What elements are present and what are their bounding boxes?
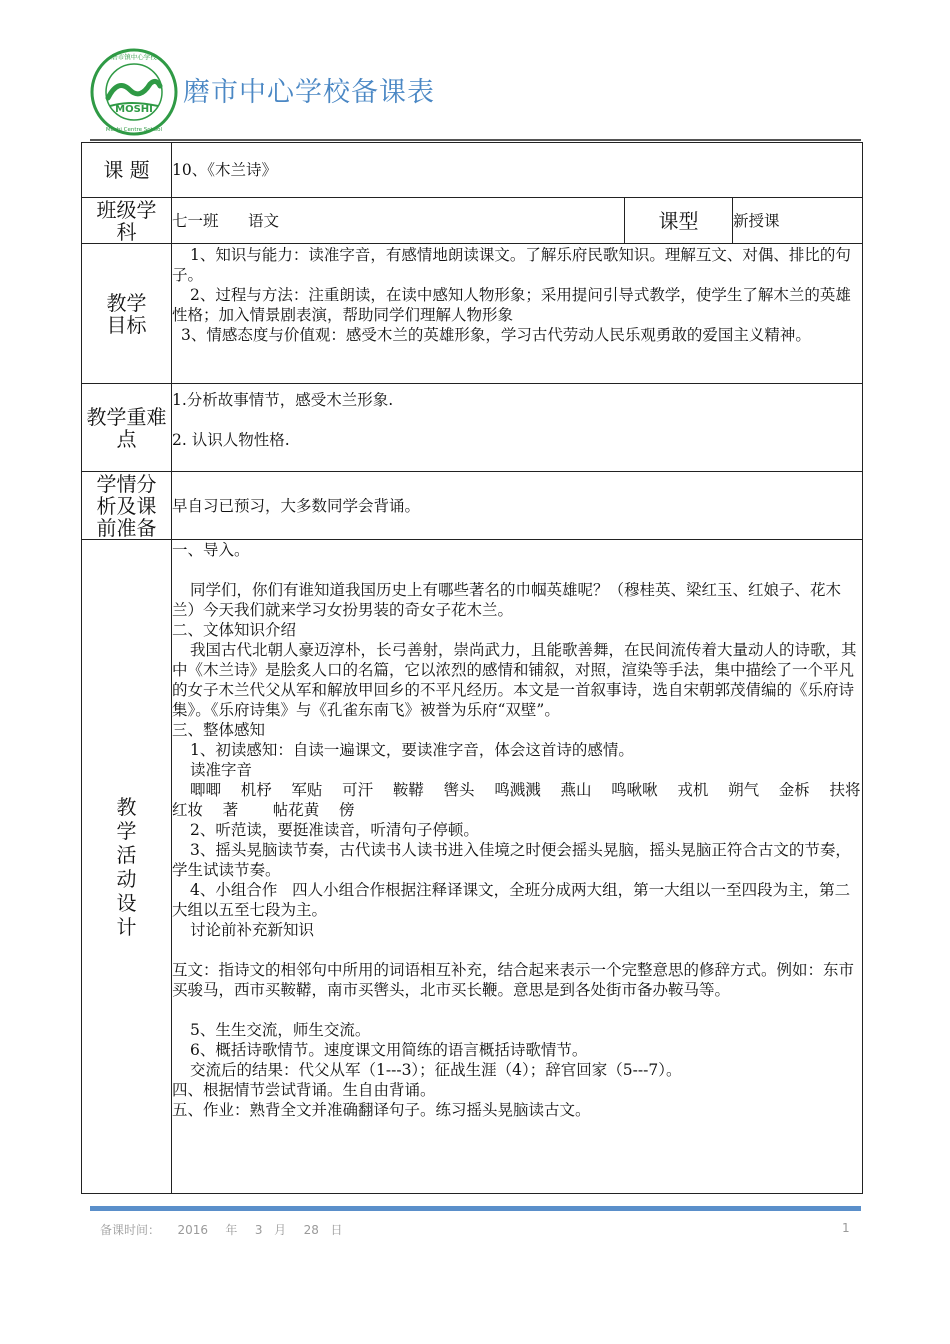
goals-content — [172, 244, 863, 384]
goal-item: 3、情感态度与价值观：感受木兰的英雄形象，学习古代劳动人民乐观勇敢的爱国主义精神。 — [181, 326, 811, 344]
preparation-value: 早自习已预习，大多数同学会背诵。 — [172, 472, 863, 540]
activity-blank — [172, 1000, 862, 1020]
key-point-item: 1.分析故事情节，感受木兰形象. — [172, 391, 394, 409]
activity-line: 读准字音 — [190, 761, 253, 779]
row-topic — [82, 143, 863, 198]
row-key-points — [82, 384, 863, 472]
school-logo — [90, 48, 178, 136]
activities-content — [172, 540, 881, 1194]
row-preparation — [82, 472, 863, 540]
lesson-plan-table — [81, 142, 881, 1194]
footer-bar — [90, 1206, 861, 1211]
svg-text:磨市镇中心学校: 磨市镇中心学校 — [111, 53, 157, 61]
activity-line: 6、概括诗歌情节。速度课文用简练的语言概括诗歌情节。 — [190, 1041, 588, 1059]
activity-line: 四、根据情节尝试背诵。生自由背诵。 — [172, 1081, 436, 1099]
goal-item: 1、知识与能力：读准字音，有感情地朗读课文。了解乐府民歌知识。理解互文、对偶、排比的句子。 — [172, 246, 851, 284]
class-label: 班级学科 — [82, 198, 172, 244]
goals-label: 教学目标 — [82, 244, 172, 384]
row-activities — [82, 540, 863, 1194]
activity-line: 二、文体知识介绍 — [172, 621, 297, 639]
activity-line: 交流后的结果：代父从军（1---3）；征战生涯（4）；辞官回家（5---7）。 — [190, 1061, 682, 1079]
goal-item: 2、过程与方法：注重朗读，在读中感知人物形象；采用提问引导式教学，使学生了解木兰的英雄性格；加入情景剧表演，帮助同学们理解人物形象 — [172, 286, 851, 324]
key-point-item: 2. 认识人物性格. — [172, 431, 290, 449]
topic-value: 10、《木兰诗》 — [172, 143, 863, 198]
type-value: 新授课 — [733, 198, 863, 244]
activity-blank — [172, 940, 862, 960]
topic-label: 课 题 — [82, 143, 172, 198]
svg-text:Moshi Centre School: Moshi Centre School — [105, 127, 163, 133]
activity-line: 3、摇头晃脑读节奏，古代读书人读书进入佳境之时便会摇头晃脑，摇头晃脑正符合古文的节奏，学生试读节奏。 — [172, 841, 851, 879]
activity-blank — [172, 560, 862, 580]
row-goals — [82, 244, 863, 384]
activity-line: 同学们，你们有谁知道我国历史上有哪些著名的巾帼英雄呢？（穆桂英、梁红玉、红娘子、花木兰）今天我们就来学习女扮男装的奇女子花木兰。 — [172, 581, 842, 619]
page-number: 1 — [842, 1221, 850, 1235]
class-value: 七一班 语文 — [172, 198, 625, 244]
activity-line: 4、小组合作 四人小组合作根据注释译课文，全班分成两大组，第一大组以一至四段为主，第二大组以五至七段为主。 — [172, 881, 851, 919]
activity-line: 互文：指诗文的相邻句中所用的词语相互补充，结合起来表示一个完整意思的修辞方式。例如：东市买骏马，西市买鞍鞯，南市买辔头，北市买长鞭。意思是到各处街市备办鞍马等。 — [172, 961, 855, 999]
svg-text:MOSHI: MOSHI — [115, 104, 153, 115]
activity-line: 讨论前补充新知识 — [190, 921, 315, 939]
school-title: 磨市中心学校备课表 — [183, 77, 435, 108]
key-points-label: 教学重难点 — [82, 384, 172, 472]
footer-date: 备课时间： 2016 年 3 月 28 日 — [100, 1223, 343, 1237]
activity-line: 一、导入。 — [172, 541, 250, 559]
activity-line: 1、初读感知：自读一遍课文，要读准字音，体会这首诗的感情。 — [190, 741, 634, 759]
activity-line: 5、生生交流，师生交流。 — [190, 1021, 371, 1039]
activity-line: 我国古代北朝人豪迈淳朴，长弓善射，崇尚武力，且能歌善舞，在民间流传着大量动人的诗歌，其中《木兰诗》是脍炙人口的名篇，它以浓烈的感情和铺叙，对照，渲染等手法，集中描绘了一个平凡的女子木兰代父从军和解放甲回乡的不平凡经历。本文是一首叙事诗，选自宋朝郭茂倩编的《乐府诗集》。《乐府诗集》与《孔雀东南飞》被誉为乐府“双壁”。 — [172, 641, 857, 719]
preparation-label: 学情分析及课前准备 — [82, 472, 172, 540]
activity-line: 三、整体感知 — [172, 721, 266, 739]
row-class — [82, 198, 863, 244]
activity-line: 五、作业：熟背全文并准确翻译句子。练习摇头晃脑读古文。 — [172, 1101, 591, 1119]
activities-label: 教学活动设计 — [82, 540, 172, 1194]
activity-line: 唧唧 机杼 军贴 可汗 鞍鞯 辔头 鸣溅溅 燕山 鸣啾啾 戎机 朔气 金柝 扶将 红妆 著 帖花黄 傍 — [172, 781, 881, 819]
header-divider — [90, 139, 861, 141]
type-label: 课型 — [625, 198, 733, 244]
activity-line: 2、听范读，要挺准读音，听清句子停顿。 — [190, 821, 479, 839]
page-header — [90, 40, 865, 140]
key-points-content — [172, 384, 863, 472]
